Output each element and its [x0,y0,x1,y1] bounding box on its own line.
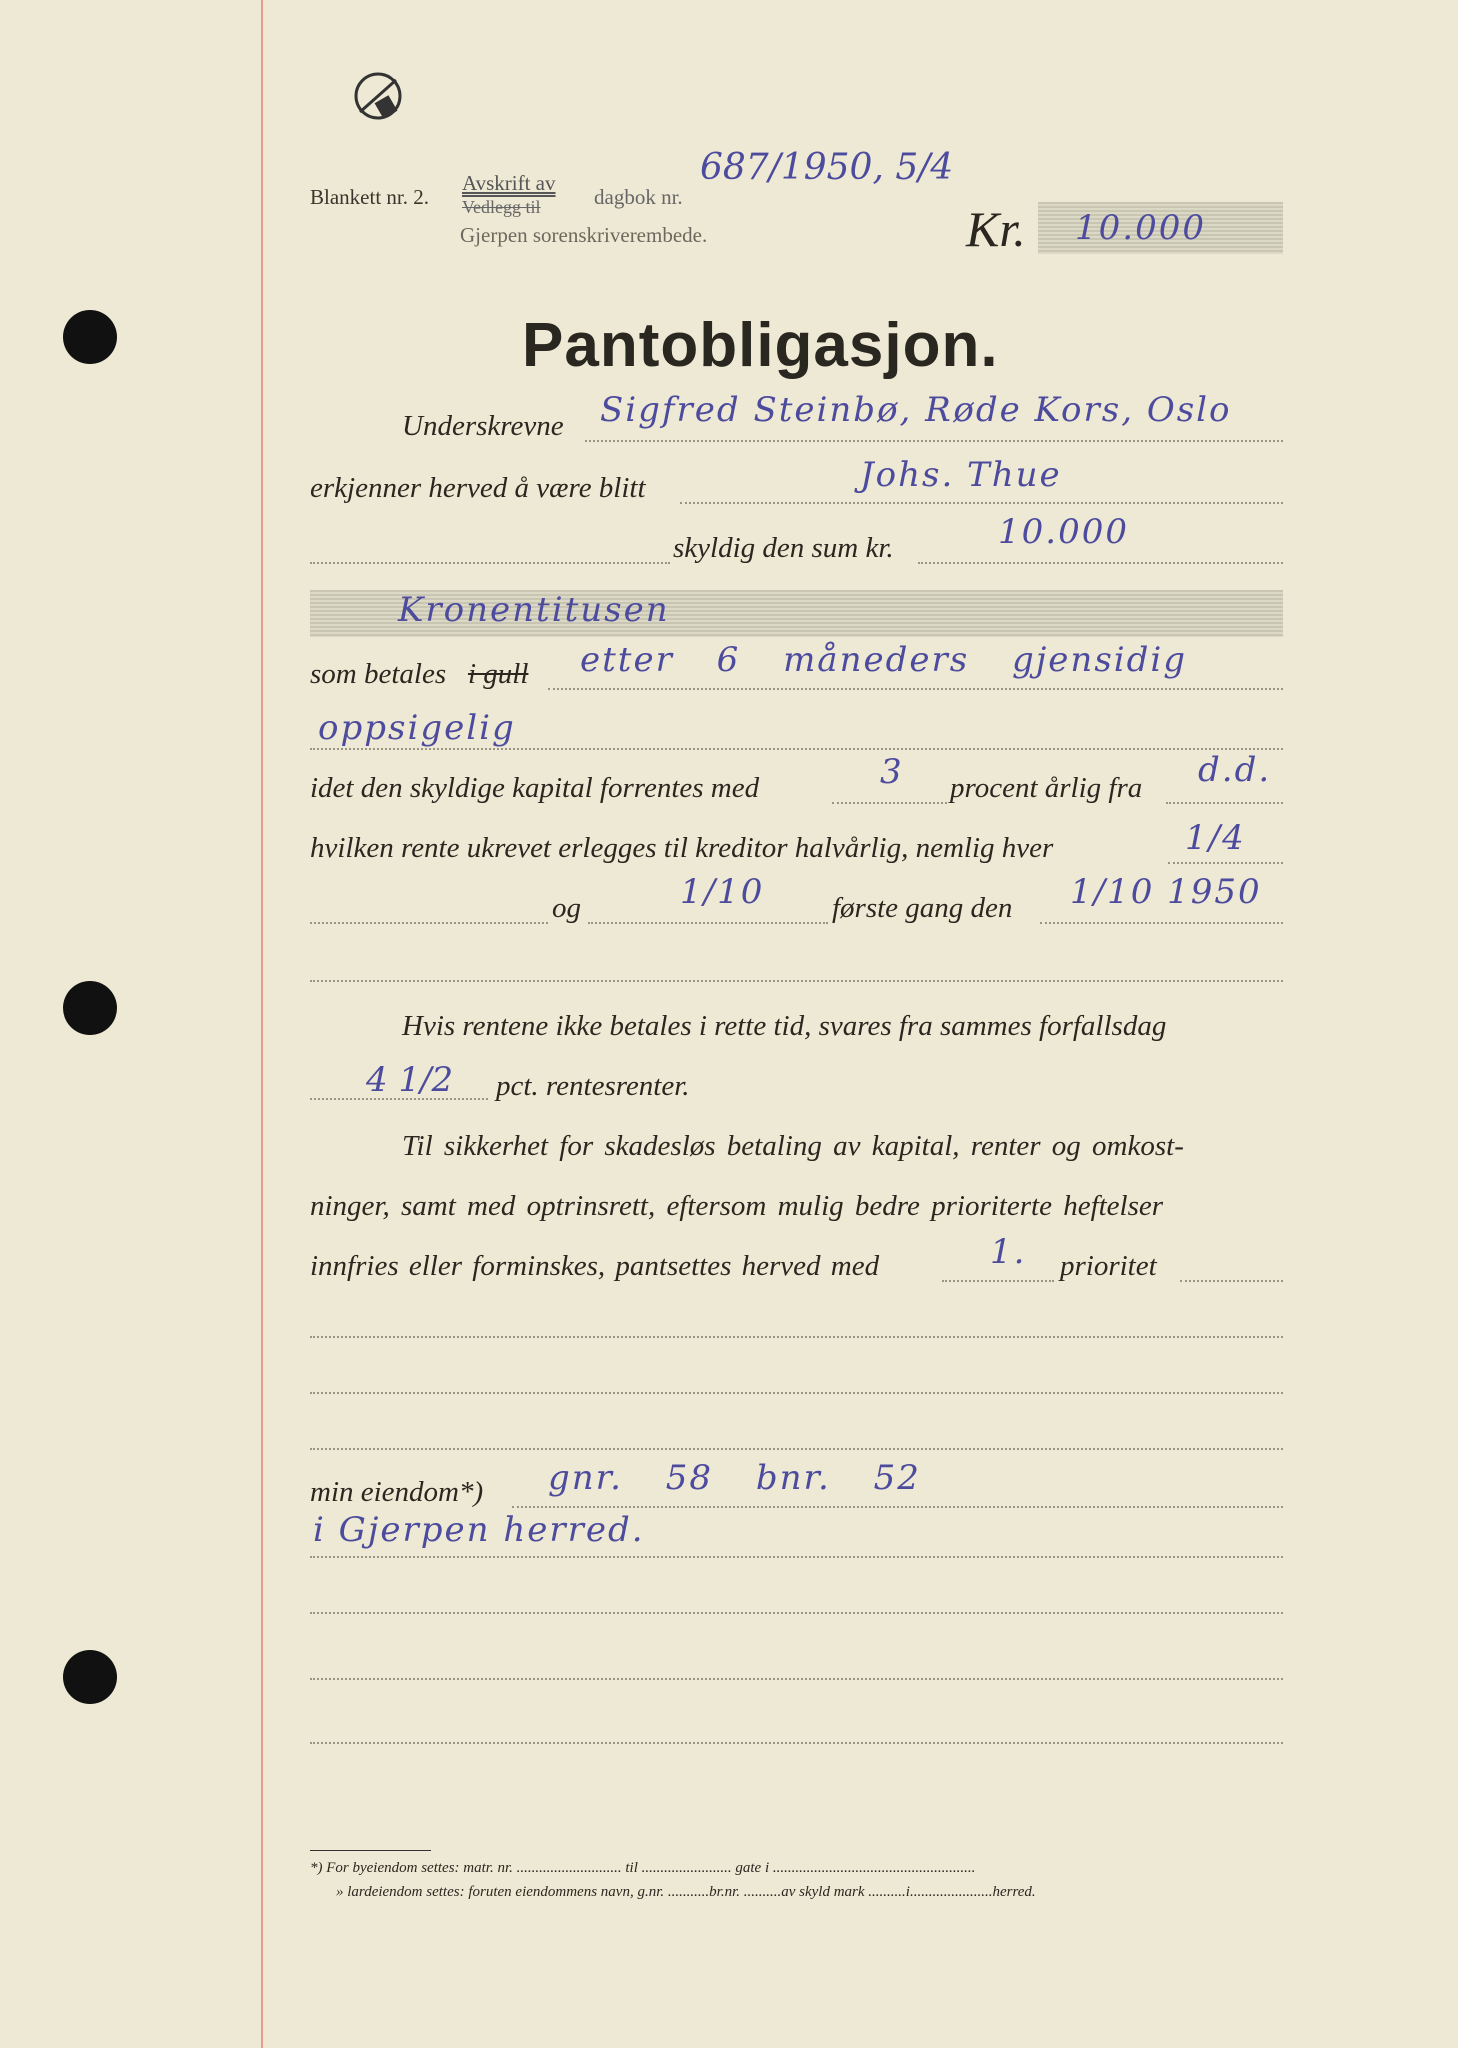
amount-value: 10.000 [1075,208,1206,248]
punch-hole [63,1650,117,1704]
late-interest-text: Hvis rentene ikke betales i rette tid, svares fra sammes forfallsdag [402,1010,1167,1042]
stamp-logo-icon [350,68,410,128]
copy-of-label: Avskrift av [462,171,556,195]
office-name: Gjerpen sorenskriverembede. [460,223,708,247]
owing-label: skyldig den sum kr. [673,532,894,564]
security-line2: ninger, samt med optrinsrett, eftersom mulig bedre prioriterte heftelser [310,1190,1164,1222]
payable-value-cont: oppsigelig [318,708,516,748]
red-margin-line [261,0,263,2048]
security-line3: innfries eller forminskes, pantsettes herved med [310,1250,880,1282]
and-label: og [552,892,581,924]
attachment-struck: Vedlegg til [462,197,541,217]
priority-label: prioritet [1060,1250,1157,1282]
interest-suffix: procent årlig fra [950,772,1143,804]
journal-value: 687/1950, 5/4 [700,147,954,188]
owing-value: 10.000 [998,512,1129,552]
interest-value: 3 [880,752,904,792]
late-interest-suffix: pct. rentesrenter. [496,1070,690,1102]
amount-words: Kronentitusen [398,590,670,630]
payment-label: hvilken rente ukrevet erlegges til kreditor halvårlig, nemlig hver [310,832,1054,864]
property-label: min eiendom*) [310,1476,484,1508]
payment-date2: 1/10 [680,872,765,912]
footnote-line1: *) For byeiendom settes: matr. nr. ............................ til ........................ gate i ...................................................... [310,1860,976,1876]
property-value: gnr. 58 bnr. 52 [548,1458,921,1498]
punch-hole [63,981,117,1035]
priority-value: 1. [990,1232,1027,1272]
journal-label: dagbok nr. [594,185,683,209]
payable-value: etter 6 måneders gjensidig [580,640,1188,680]
late-interest-value: 4 1/2 [366,1060,454,1100]
page-title: Pantobligasjon. [522,311,999,380]
payable-label: som betales [310,658,447,690]
amount-label: Kr. [966,201,1026,257]
acknowledges-label: erkjenner herved å være blitt [310,472,646,504]
footnote-line2: » lardeiendom settes: foruten eiendommens navn, g.nr. ...........br.nr. ..........av skyld mark ..........i......................herred. [336,1884,1036,1900]
signed-label: Underskrevne [402,410,564,442]
first-time-label: første gang den [832,892,1013,924]
interest-from: d.d. [1198,750,1272,790]
creditor-value: Johs. Thue [860,455,1062,495]
interest-label: idet den skyldige kapital forrentes med [310,772,760,804]
property-value2: i Gjerpen herred. [313,1510,645,1550]
security-line1: Til sikkerhet for skadesløs betaling av kapital, renter og omkost- [402,1130,1184,1162]
first-time-value: 1/10 1950 [1070,872,1262,912]
signed-value: Sigfred Steinbø, Røde Kors, Oslo [600,390,1232,430]
form-number: Blankett nr. 2. [310,185,429,209]
punch-hole [63,310,117,364]
payment-date1: 1/4 [1185,818,1246,858]
footnote-rule [310,1850,431,1851]
payable-struck: i gull [468,658,529,690]
